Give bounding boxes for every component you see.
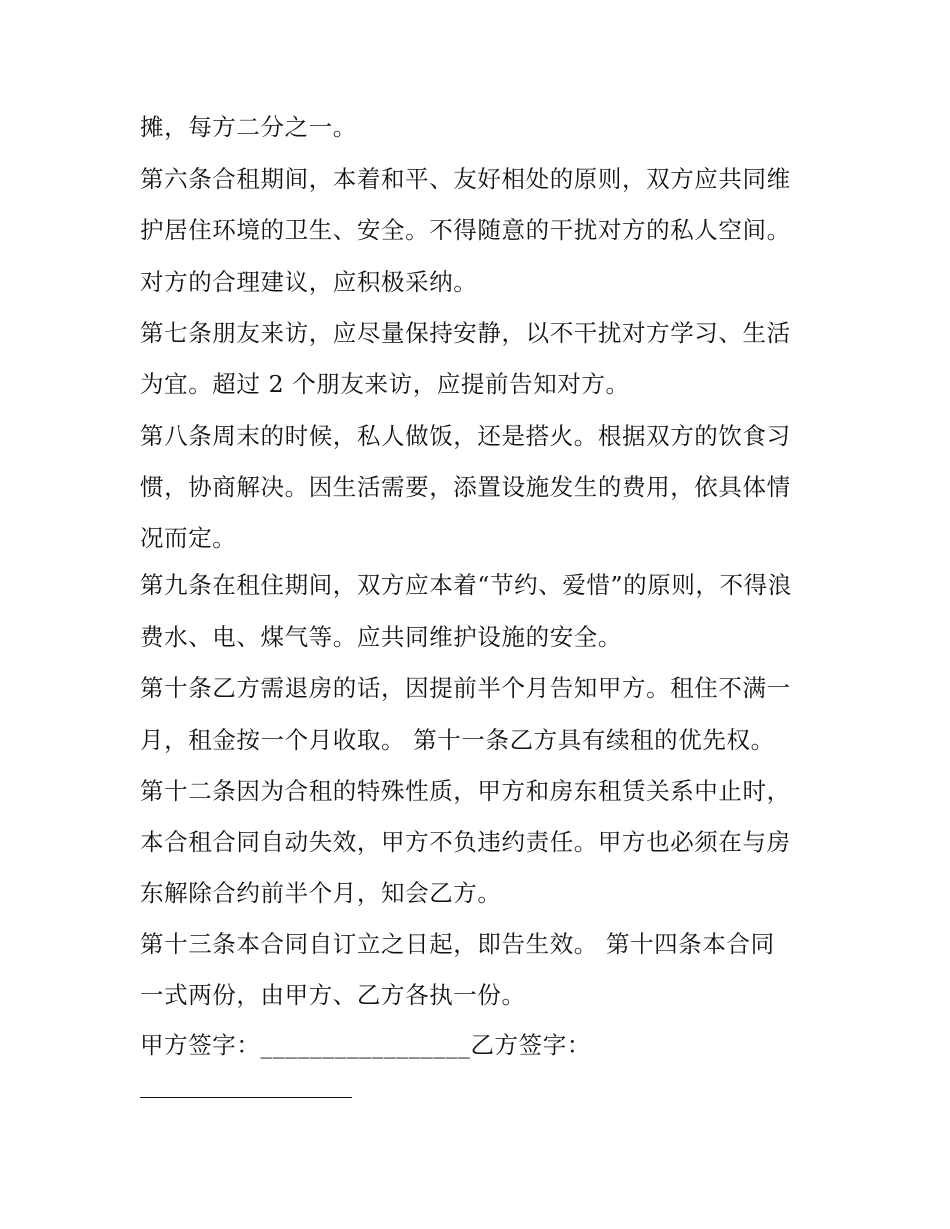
text-line: 第八条周末的时候，私人做饭，还是搭火。根据双方的饮食习 bbox=[140, 422, 791, 450]
text-line: 第十三条本合同自订立之日起，即告生效。 第十四条本合同 bbox=[140, 930, 775, 958]
text-line: 东解除合约前半个月，知会乙方。 bbox=[140, 879, 502, 907]
text-line: 惯，协商解决。因生活需要，添置设施发生的费用，依具体情 bbox=[140, 473, 791, 501]
text-line: 摊，每方二分之一。 bbox=[140, 113, 357, 141]
text-line: 费水、电、煤气等。应共同维护设施的安全。 bbox=[140, 623, 622, 651]
text-line: 护居住环境的卫生、安全。不得随意的干扰对方的私人空间。 bbox=[140, 216, 791, 244]
text-line: 况而定。 bbox=[140, 524, 237, 552]
signature-underline bbox=[140, 1097, 352, 1098]
text-line: 一式两份，由甲方、乙方各执一份。 bbox=[140, 981, 526, 1009]
text-line: 第九条在租住期间，双方应本着“节约、爱惜”的原则，不得浪 bbox=[140, 571, 792, 599]
text-line: 第十二条因为合租的特殊性质，甲方和房东租赁关系中止时， bbox=[140, 777, 791, 805]
text-line: 为宜。超过 2 个朋友来访，应提前告知对方。 bbox=[140, 370, 630, 398]
text-line: 月，租金按一个月收取。 第十一条乙方具有续租的优先权。 bbox=[140, 726, 775, 754]
text-line: 第十条乙方需退房的话，因提前半个月告知甲方。租住不满一 bbox=[140, 674, 791, 702]
text-line: 第六条合租期间，本着和平、友好相处的原则，双方应共同维 bbox=[140, 165, 791, 193]
signature-line: 甲方签字：_________________乙方签字： bbox=[140, 1031, 591, 1059]
text-line: 第七条朋友来访，应尽量保持安静，以不干扰对方学习、生活 bbox=[140, 319, 791, 347]
text-line: 对方的合理建议，应积极采纳。 bbox=[140, 268, 478, 296]
text-line: 本合租合同自动失效，甲方不负违约责任。甲方也必须在与房 bbox=[140, 828, 791, 856]
